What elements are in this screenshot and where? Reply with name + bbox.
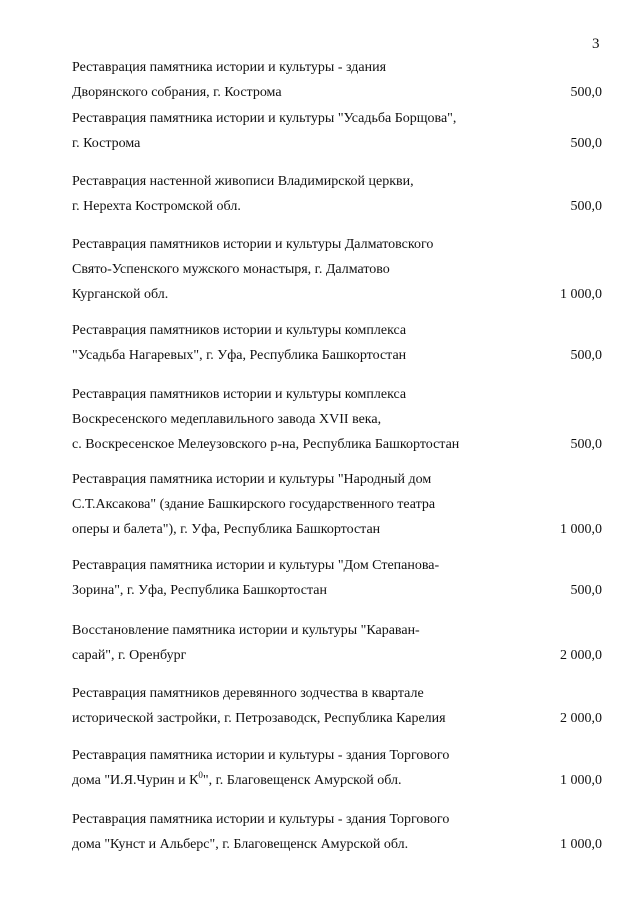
entry-amount: 2 000,0 xyxy=(560,711,602,726)
budget-entry xyxy=(72,553,602,603)
entry-description-line: Реставрация памятников истории и культуры комплекса xyxy=(72,323,407,338)
entry-description-line: Свято-Успенского мужского монастыря, г. Далматово xyxy=(72,262,390,277)
entry-description-line: Реставрация памятников истории и культуры Далматовского xyxy=(72,237,434,252)
budget-entry xyxy=(72,382,602,457)
entry-description-line: Реставрация памятника истории и культуры - здания Торгового xyxy=(72,748,450,763)
entry-description xyxy=(72,618,512,668)
entry-description-line: дома "И.Я.Чурин и $К^0$", г. Благовещенск Амурской обл. xyxy=(72,770,402,788)
entry-description xyxy=(72,467,512,542)
entry-description xyxy=(72,169,512,219)
superscript-mark: 0 xyxy=(198,770,203,780)
entry-amount: 500,0 xyxy=(570,85,602,100)
entry-description-line: г. Нерехта Костромской обл. xyxy=(72,199,241,214)
page-number: 3 xyxy=(592,36,600,52)
entry-description xyxy=(72,681,512,731)
entry-description-line: Курганской обл. xyxy=(72,287,169,302)
entry-description-line: исторической застройки, г. Петрозаводск, Республика Карелия xyxy=(72,711,446,726)
entry-description-line: Реставрация памятника истории и культуры "Дом Степанова- xyxy=(72,558,440,573)
entry-description-line: "Усадьба Нагаревых", г. Уфа, Республика Башкортостан xyxy=(72,348,407,363)
entry-amount: 500,0 xyxy=(570,199,602,214)
budget-entry xyxy=(72,618,602,668)
entry-description xyxy=(72,55,512,105)
budget-entry xyxy=(72,318,602,368)
entry-description-line: Восстановление памятника истории и культуры "Караван- xyxy=(72,623,420,638)
entry-amount: 500,0 xyxy=(570,583,602,598)
entry-description xyxy=(72,318,512,368)
budget-entry xyxy=(72,169,602,219)
entry-description xyxy=(72,106,512,156)
entry-amount: 500,0 xyxy=(570,348,602,363)
entry-description-line: Дворянского собрания, г. Кострома xyxy=(72,85,282,100)
entry-description xyxy=(72,232,512,307)
entry-description xyxy=(72,382,512,457)
entry-description-line: оперы и балета"), г. Уфа, Республика Башкортостан xyxy=(72,522,381,537)
entry-description-line: Реставрация памятника истории и культуры "Усадьба Борщова", xyxy=(72,111,457,126)
entry-amount: 1 000,0 xyxy=(560,773,602,788)
entry-description-line: Реставрация памятника истории и культуры - здания Торгового xyxy=(72,812,450,827)
entry-description-line: С.Т.Аксакова" (здание Башкирского государственного театра xyxy=(72,497,436,512)
entry-description-line: сарай", г. Оренбург xyxy=(72,648,187,663)
entry-description-line: Реставрация памятников истории и культуры комплекса xyxy=(72,387,407,402)
entry-amount: 1 000,0 xyxy=(560,287,602,302)
entry-description xyxy=(72,553,512,603)
entry-description-line: г. Кострома xyxy=(72,136,141,151)
budget-entry xyxy=(72,467,602,542)
entry-description-line: Зорина", г. Уфа, Республика Башкортостан xyxy=(72,583,327,598)
entry-description xyxy=(72,807,512,857)
entry-description-line: Реставрация памятника истории и культуры "Народный дом xyxy=(72,472,432,487)
entry-description-line: с. Воскресенское Мелеузовского р-на, Республика Башкортостан xyxy=(72,437,460,452)
entry-amount: 500,0 xyxy=(570,437,602,452)
entry-description-line: Реставрация памятников деревянного зодчества в квартале xyxy=(72,686,424,701)
budget-entry xyxy=(72,807,602,857)
entry-description-line: Реставрация настенной живописи Владимирской церкви, xyxy=(72,174,414,189)
budget-entry xyxy=(72,743,602,793)
entry-description-line: Реставрация памятника истории и культуры - здания xyxy=(72,60,387,75)
entry-description-line: дома "Кунст и Альберс", г. Благовещенск Амурской обл. xyxy=(72,837,409,852)
entry-amount: 500,0 xyxy=(570,136,602,151)
entry-amount: 1 000,0 xyxy=(560,522,602,537)
budget-entry xyxy=(72,232,602,307)
entry-amount: 2 000,0 xyxy=(560,648,602,663)
budget-entry xyxy=(72,55,602,105)
budget-entry xyxy=(72,106,602,156)
entry-description xyxy=(72,743,512,793)
entry-description-line: Воскресенского медеплавильного завода XVII века, xyxy=(72,412,382,427)
entry-amount: 1 000,0 xyxy=(560,837,602,852)
budget-entry xyxy=(72,681,602,731)
